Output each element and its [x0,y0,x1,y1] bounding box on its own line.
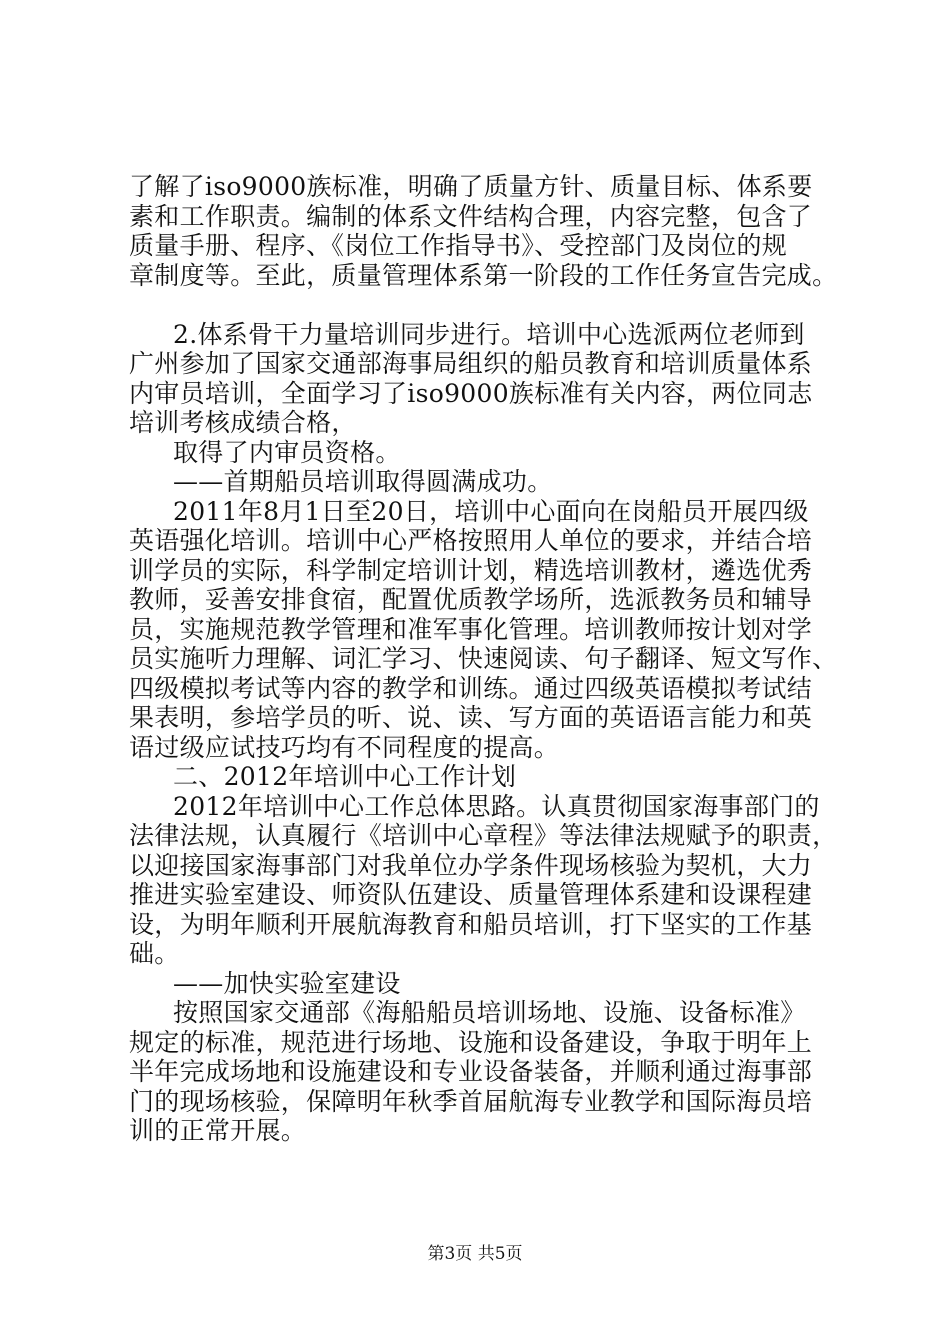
paragraph-line: 门的现场核验，保障明年秋季首届航海专业教学和国际海员培 [129,1086,813,1116]
paragraph-gap [129,290,829,320]
paragraph-line: 2012年培训中心工作总体思路。认真贯彻国家海事部门的 [173,791,820,821]
paragraph-line: 2011年8月1日至20日，培训中心面向在岗船员开展四级 [173,496,809,526]
paragraph-line: 果表明，参培学员的听、说、读、写方面的英语语言能力和英 [129,703,813,732]
paragraph-line: 了解了iso9000族标准，明确了质量方针、质量目标、体系要 [129,172,813,201]
paragraph-line: 设，为明年顺利开展航海教育和船员培训，打下坚实的工作基 [129,909,813,939]
paragraph-line: 按照国家交通部《海船船员培训场地、设施、设备标准》 [173,998,806,1027]
paragraph-line: 半年完成场地和设施建设和专业设备装备，并顺利通过海事部 [129,1057,813,1086]
paragraph-line: 础。 [129,939,180,968]
section-subheading: ——加快实验室建设 [173,968,401,998]
paragraph-line: 以迎接国家海事部门对我单位办学条件现场核验为契机，大力 [129,850,813,880]
paragraph-line: 训的正常开展。 [129,1116,307,1145]
paragraph-line: 内审员培训，全面学习了iso9000族标准有关内容，两位同志 [129,378,813,408]
paragraph-line: 2.体系骨干力量培训同步进行。培训中心选派两位老师到 [173,319,805,349]
paragraph-line: 广州参加了国家交通部海事局组织的船员教育和培训质量体系 [129,349,813,378]
paragraph-line: 员，实施规范教学管理和准军事化管理。培训教师按计划对学 [129,614,813,644]
section-heading: 二、2012年培训中心工作计划 [173,762,517,791]
page-footer [0,1243,950,1265]
paragraph-line: 教师，妥善安排食宿，配置优质教学场所，选派教务员和辅导 [129,585,813,614]
paragraph-line: 取得了内审员资格。 [173,437,401,467]
paragraph-line: 质量手册、程序、《岗位工作指导书》、受控部门及岗位的规 [129,231,788,260]
paragraph-line: 章制度等。至此，质量管理体系第一阶段的工作任务宣告完成。 [129,260,838,290]
page-number: 第3页 共5页 [427,1244,523,1264]
paragraph-line: 四级模拟考试等内容的教学和训练。通过四级英语模拟考试结 [129,673,813,703]
document-body [129,172,838,1146]
paragraph-line: 训学员的实际，科学制定培训计划，精选培训教材，遴选优秀 [129,555,813,585]
paragraph-line: 法律法规，认真履行《培训中心章程》等法律法规赋予的职责， [129,821,838,850]
paragraph-line: 推进实验室建设、师资队伍建设、质量管理体系建和设课程建 [129,880,813,909]
paragraph-line: 规定的标准，规范进行场地、设施和设备建设，争取于明年上 [129,1027,813,1057]
section-subheading: ——首期船员培训取得圆满成功。 [173,467,553,496]
paragraph-line: 员实施听力理解、词汇学习、快速阅读、句子翻译、短文写作、 [129,644,838,673]
paragraph-line: 语过级应试技巧均有不同程度的提高。 [129,732,560,762]
paragraph-line: 素和工作职责。编制的体系文件结构合理，内容完整，包含了 [129,201,813,231]
paragraph-line: 英语强化培训。培训中心严格按照用人单位的要求，并结合培 [129,526,813,555]
paragraph-line: 培训考核成绩合格， [129,408,357,437]
